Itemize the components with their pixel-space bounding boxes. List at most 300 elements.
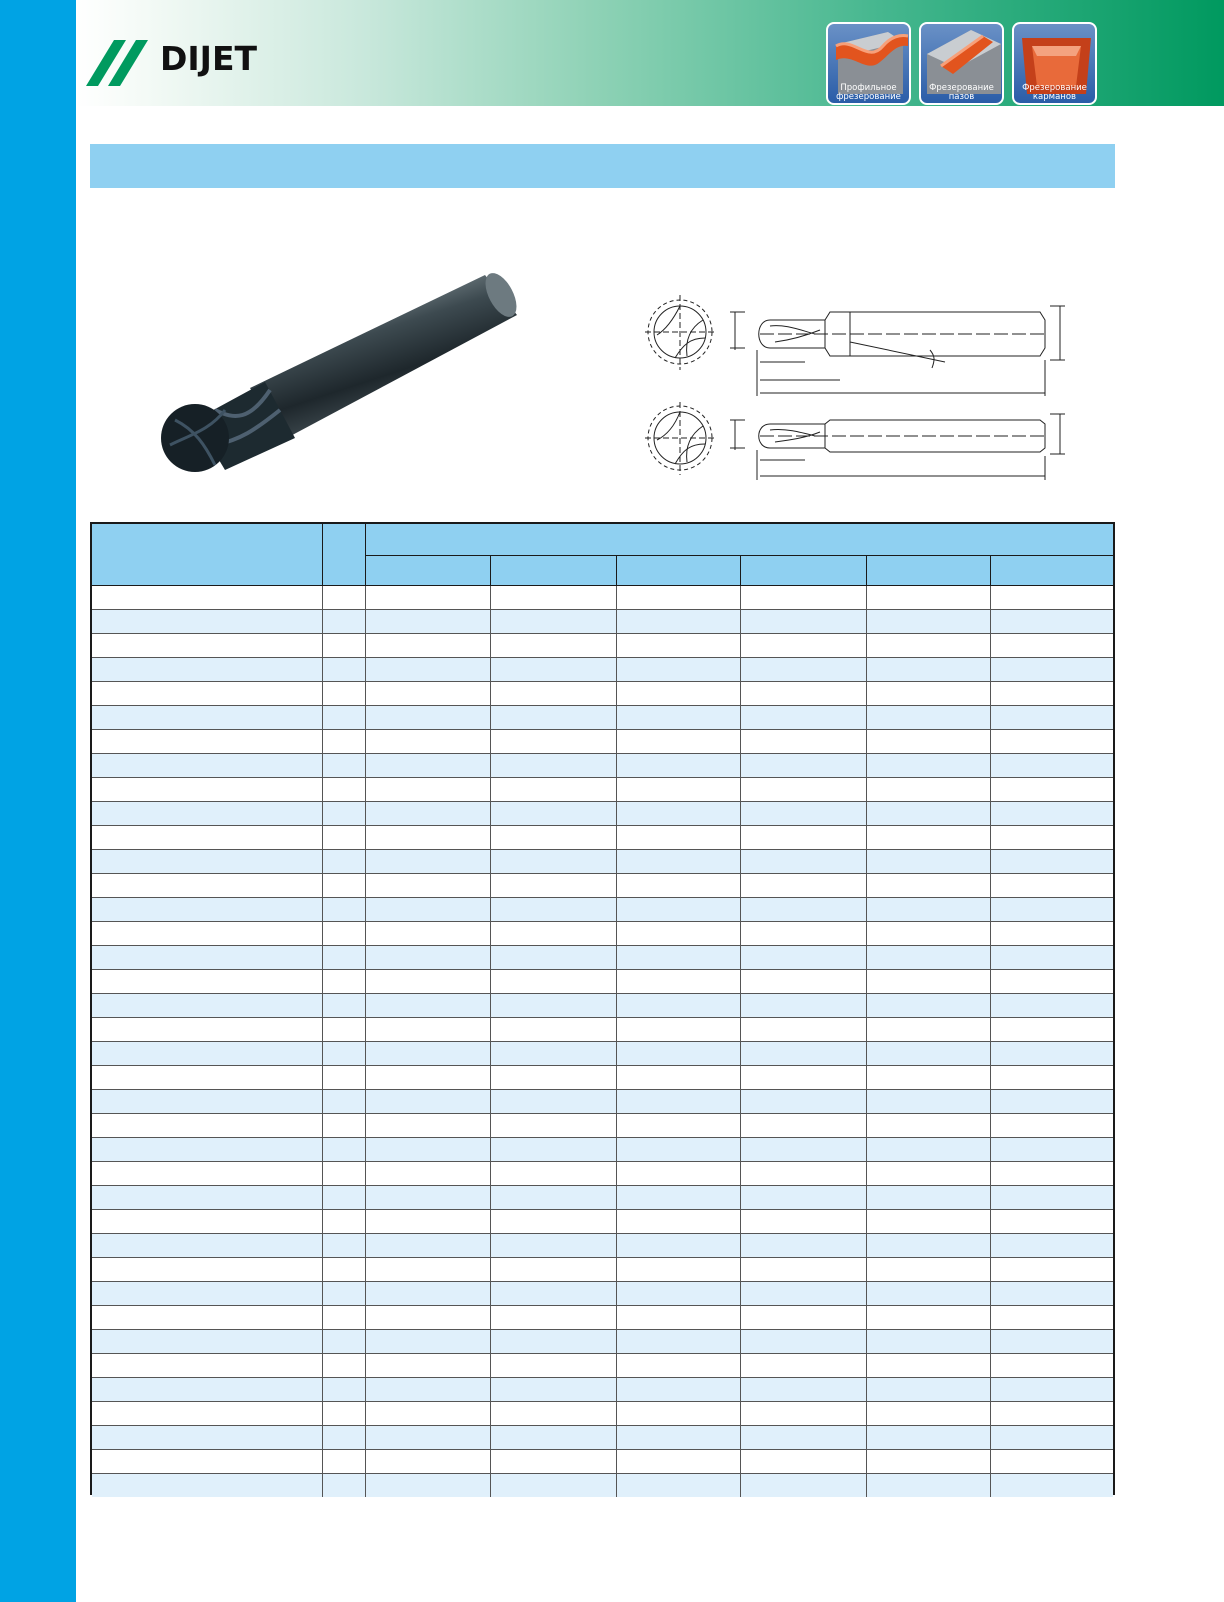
table-cell (866, 1137, 990, 1161)
ball-end-mill-dimension-drawing-icon (645, 290, 1115, 495)
table-cell (741, 969, 866, 993)
table-row (92, 1305, 1113, 1329)
table-cell (866, 1209, 990, 1233)
table-cell (323, 1089, 366, 1113)
table-cell (741, 1353, 866, 1377)
table-cell (741, 1041, 866, 1065)
table-cell (616, 729, 740, 753)
table-cell (866, 1161, 990, 1185)
table-cell (616, 1089, 740, 1113)
table-cell (991, 801, 1113, 825)
table-cell (323, 585, 366, 609)
table-cell (741, 1065, 866, 1089)
table-cell (741, 1425, 866, 1449)
table-row (92, 921, 1113, 945)
table-cell (92, 1089, 323, 1113)
table-cell (365, 1209, 490, 1233)
slot-milling-tile (919, 22, 1004, 105)
table-cell (92, 1401, 323, 1425)
table-cell (365, 1329, 490, 1353)
table-cell (365, 945, 490, 969)
table-cell (741, 873, 866, 897)
table-cell (991, 921, 1113, 945)
table-cell (991, 585, 1113, 609)
table-cell (491, 633, 616, 657)
table-cell (92, 705, 323, 729)
table-cell (741, 729, 866, 753)
table-cell (616, 657, 740, 681)
table-cell (323, 993, 366, 1017)
table-cell (92, 1377, 323, 1401)
table-cell (323, 825, 366, 849)
table-cell (491, 657, 616, 681)
table-cell (991, 1401, 1113, 1425)
table-row (92, 873, 1113, 897)
table-cell (365, 681, 490, 705)
table-cell (866, 1329, 990, 1353)
table-row (92, 705, 1113, 729)
table-row (92, 1401, 1113, 1425)
table-cell (616, 1353, 740, 1377)
page-header (76, 0, 1224, 106)
table-cell (866, 801, 990, 825)
table-cell (323, 1449, 366, 1473)
table-cell (323, 897, 366, 921)
table-cell (991, 969, 1113, 993)
table-cell (866, 1401, 990, 1425)
table-cell (365, 1113, 490, 1137)
table-cell (866, 993, 990, 1017)
table-row (92, 1233, 1113, 1257)
table-cell (92, 1449, 323, 1473)
table-cell (92, 849, 323, 873)
table-cell (365, 825, 490, 849)
table-row (92, 1113, 1113, 1137)
technical-drawing (645, 290, 1115, 495)
table-cell (491, 1137, 616, 1161)
table-cell (866, 633, 990, 657)
table-cell (866, 873, 990, 897)
table-cell (92, 633, 323, 657)
table-cell (323, 1017, 366, 1041)
table-cell (866, 1113, 990, 1137)
table-row (92, 1425, 1113, 1449)
table-cell (92, 945, 323, 969)
table-cell (741, 993, 866, 1017)
table-cell (92, 609, 323, 633)
table-cell (991, 729, 1113, 753)
table-cell (991, 1185, 1113, 1209)
table-cell (323, 873, 366, 897)
table-cell (365, 1017, 490, 1041)
table-cell (92, 969, 323, 993)
table-cell (323, 801, 366, 825)
table-cell (616, 1065, 740, 1089)
table-cell (616, 1209, 740, 1233)
profile-milling-caption (828, 84, 909, 102)
table-cell (741, 585, 866, 609)
table-cell (616, 633, 740, 657)
table-cell (491, 705, 616, 729)
table-cell (491, 1041, 616, 1065)
table-cell (365, 1089, 490, 1113)
table-cell (991, 1113, 1113, 1137)
table-cell (365, 1425, 490, 1449)
table-cell (991, 1449, 1113, 1473)
table-cell (991, 1281, 1113, 1305)
header-cell-dim-3 (616, 555, 740, 585)
table-cell (866, 729, 990, 753)
table-cell (741, 897, 866, 921)
table-cell (741, 753, 866, 777)
table-cell (741, 1089, 866, 1113)
table-cell (991, 705, 1113, 729)
table-cell (866, 1449, 990, 1473)
table-cell (365, 1137, 490, 1161)
table-cell (365, 1065, 490, 1089)
left-side-bar (0, 0, 76, 1602)
table-cell (365, 873, 490, 897)
table-row (92, 1377, 1113, 1401)
table-cell (616, 1377, 740, 1401)
product-photo (155, 270, 535, 480)
table-cell (92, 993, 323, 1017)
table-cell (365, 969, 490, 993)
table-cell (491, 1161, 616, 1185)
table-cell (323, 969, 366, 993)
table-cell (323, 1473, 366, 1497)
table-cell (92, 1329, 323, 1353)
table-cell (616, 681, 740, 705)
table-row (92, 1185, 1113, 1209)
table-cell (491, 873, 616, 897)
table-cell (616, 1329, 740, 1353)
table-cell (323, 705, 366, 729)
table-cell (616, 1401, 740, 1425)
table-cell (741, 945, 866, 969)
table-row (92, 825, 1113, 849)
table-cell (365, 609, 490, 633)
table-cell (616, 1137, 740, 1161)
table-cell (866, 849, 990, 873)
table-cell (741, 1185, 866, 1209)
table-row (92, 1353, 1113, 1377)
dijet-logo-slashes-icon (86, 34, 160, 92)
table-cell (991, 1305, 1113, 1329)
table-row (92, 1281, 1113, 1305)
table-row (92, 1017, 1113, 1041)
table-cell (365, 1161, 490, 1185)
table-cell (991, 1017, 1113, 1041)
table-cell (741, 1233, 866, 1257)
table-cell (741, 1281, 866, 1305)
table-cell (616, 705, 740, 729)
table-cell (991, 1425, 1113, 1449)
header-cell-code (92, 524, 323, 585)
table-cell (741, 1017, 866, 1041)
specification-table (90, 522, 1115, 1495)
table-cell (491, 1089, 616, 1113)
header-cell-dim-6 (991, 555, 1113, 585)
table-cell (616, 921, 740, 945)
table-cell (991, 657, 1113, 681)
table-cell (616, 1233, 740, 1257)
table-cell (323, 777, 366, 801)
table-cell (323, 657, 366, 681)
table-cell (616, 993, 740, 1017)
table-cell (866, 1089, 990, 1113)
table-cell (616, 1113, 740, 1137)
table-cell (92, 801, 323, 825)
table-cell (323, 1161, 366, 1185)
table-cell (616, 1041, 740, 1065)
table-cell (491, 801, 616, 825)
table-row (92, 777, 1113, 801)
table-cell (323, 945, 366, 969)
table-cell (491, 1281, 616, 1305)
table-cell (365, 1305, 490, 1329)
dijet-logo (86, 34, 286, 92)
table-cell (491, 1257, 616, 1281)
table-cell (616, 1017, 740, 1041)
table-cell (866, 753, 990, 777)
caption-line: карманов (1032, 92, 1077, 102)
table-cell (741, 657, 866, 681)
table-cell (365, 921, 490, 945)
table-row (92, 681, 1113, 705)
table-row (92, 897, 1113, 921)
table-cell (991, 849, 1113, 873)
table-cell (365, 1233, 490, 1257)
table-cell (866, 1353, 990, 1377)
table-cell (323, 753, 366, 777)
table-cell (741, 801, 866, 825)
table-cell (741, 1137, 866, 1161)
table-cell (741, 681, 866, 705)
table-cell (866, 1305, 990, 1329)
table-cell (991, 609, 1113, 633)
table-cell (866, 777, 990, 801)
table-row (92, 729, 1113, 753)
table-cell (92, 1137, 323, 1161)
table-cell (866, 585, 990, 609)
table-cell (491, 825, 616, 849)
table-row (92, 753, 1113, 777)
table-row (92, 633, 1113, 657)
table-cell (491, 921, 616, 945)
table-cell (323, 1113, 366, 1137)
table-cell (741, 777, 866, 801)
table-cell (323, 1401, 366, 1425)
table-cell (92, 1281, 323, 1305)
table-cell (991, 945, 1113, 969)
table-row (92, 993, 1113, 1017)
table-row (92, 609, 1113, 633)
table-cell (365, 849, 490, 873)
table-cell (991, 993, 1113, 1017)
table-cell (491, 1449, 616, 1473)
table-cell (741, 1113, 866, 1137)
table-cell (491, 993, 616, 1017)
caption-line: фрезерование (836, 92, 901, 102)
header-cell-dim-2 (491, 555, 616, 585)
table-cell (741, 825, 866, 849)
table-cell (741, 849, 866, 873)
table-cell (741, 1401, 866, 1425)
table-cell (491, 1113, 616, 1137)
table-cell (491, 849, 616, 873)
table-cell (866, 1425, 990, 1449)
table-cell (323, 1281, 366, 1305)
table-cell (92, 873, 323, 897)
table-cell (866, 1377, 990, 1401)
header-cell-dim-1 (365, 555, 490, 585)
table-row (92, 1041, 1113, 1065)
table-cell (616, 1257, 740, 1281)
table-cell (741, 609, 866, 633)
table-cell (92, 1257, 323, 1281)
table-cell (616, 1425, 740, 1449)
table-cell (991, 1065, 1113, 1089)
table-row (92, 1329, 1113, 1353)
table-cell (92, 753, 323, 777)
table-cell (92, 1185, 323, 1209)
table-cell (323, 1185, 366, 1209)
table-body (92, 585, 1113, 1497)
ball-end-mill-photo-icon (155, 270, 535, 480)
table-cell (92, 777, 323, 801)
table-cell (616, 1161, 740, 1185)
table-cell (866, 1233, 990, 1257)
table-cell (741, 633, 866, 657)
table-cell (866, 945, 990, 969)
table-cell (991, 1377, 1113, 1401)
table-cell (323, 1065, 366, 1089)
table-row (92, 1161, 1113, 1185)
table-cell (491, 729, 616, 753)
table-cell (365, 705, 490, 729)
table-cell (92, 1113, 323, 1137)
table-cell (323, 921, 366, 945)
table-cell (92, 1209, 323, 1233)
table-cell (491, 969, 616, 993)
table-cell (323, 1377, 366, 1401)
table-cell (741, 1473, 866, 1497)
table-cell (92, 897, 323, 921)
table-cell (365, 1041, 490, 1065)
table-row (92, 969, 1113, 993)
table-cell (92, 1305, 323, 1329)
table-cell (616, 849, 740, 873)
table-cell (323, 681, 366, 705)
table-row (92, 585, 1113, 609)
table-cell (741, 1257, 866, 1281)
table-cell (991, 1473, 1113, 1497)
header-cell-dim-4 (741, 555, 866, 585)
table-cell (741, 1161, 866, 1185)
table-cell (491, 777, 616, 801)
table-cell (323, 1353, 366, 1377)
table-cell (92, 585, 323, 609)
profile-milling-tile (826, 22, 911, 105)
table-cell (616, 969, 740, 993)
table-cell (365, 993, 490, 1017)
table-cell (365, 1281, 490, 1305)
table-cell (991, 825, 1113, 849)
table-cell (365, 1185, 490, 1209)
table-cell (323, 633, 366, 657)
table-cell (323, 1209, 366, 1233)
table-cell (323, 1041, 366, 1065)
table-cell (991, 1353, 1113, 1377)
table-cell (741, 1449, 866, 1473)
table-row (92, 1209, 1113, 1233)
table-cell (616, 897, 740, 921)
table-cell (866, 969, 990, 993)
table-cell (92, 1353, 323, 1377)
table-cell (365, 897, 490, 921)
table-cell (866, 1473, 990, 1497)
table-cell (991, 873, 1113, 897)
table-cell (616, 1473, 740, 1497)
table-cell (866, 825, 990, 849)
table-cell (365, 777, 490, 801)
header-cell-stock (323, 524, 366, 585)
table-cell (92, 1065, 323, 1089)
table-cell (866, 705, 990, 729)
table-cell (491, 1473, 616, 1497)
table-cell (866, 921, 990, 945)
table-cell (491, 1305, 616, 1329)
table-cell (866, 1257, 990, 1281)
table-row (92, 801, 1113, 825)
table-cell (491, 1065, 616, 1089)
table-cell (491, 609, 616, 633)
table-row (92, 849, 1113, 873)
table-cell (491, 1185, 616, 1209)
table-cell (92, 1017, 323, 1041)
table-cell (92, 1161, 323, 1185)
caption-line: пазов (948, 92, 975, 102)
table-cell (991, 1041, 1113, 1065)
table-cell (866, 657, 990, 681)
table-cell (616, 777, 740, 801)
table-cell (491, 897, 616, 921)
table-cell (491, 1017, 616, 1041)
table-cell (491, 1209, 616, 1233)
table-cell (991, 1137, 1113, 1161)
section-title-band (90, 144, 1115, 188)
table-row (92, 945, 1113, 969)
caption-line: Фрезерование (929, 83, 994, 93)
pocket-milling-caption (1014, 84, 1095, 102)
table-cell (616, 753, 740, 777)
table-row (92, 1449, 1113, 1473)
table-cell (365, 585, 490, 609)
table-cell (616, 873, 740, 897)
table-cell (991, 777, 1113, 801)
table-cell (741, 1329, 866, 1353)
table-cell (323, 1137, 366, 1161)
table-row (92, 1137, 1113, 1161)
table-cell (365, 657, 490, 681)
table-cell (491, 945, 616, 969)
brand-name: DIJET (160, 39, 258, 78)
table-row (92, 657, 1113, 681)
table-cell (741, 1209, 866, 1233)
table-cell (491, 753, 616, 777)
table-cell (866, 1065, 990, 1089)
